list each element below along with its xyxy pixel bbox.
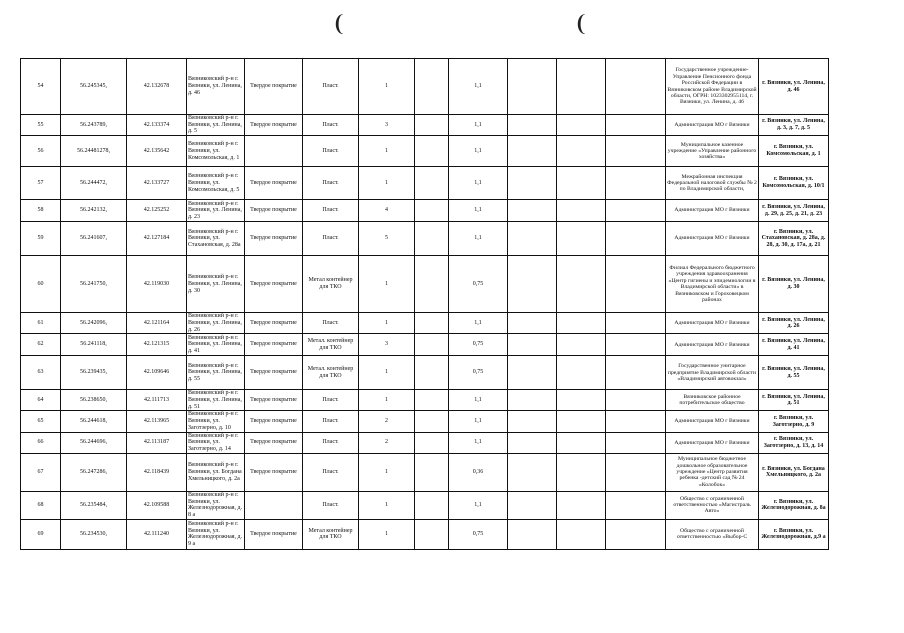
waste-source-cell: г. Вязники, ул. Железнодорожная, д. 8а xyxy=(759,491,829,519)
surface-cell: Твердое покрытие xyxy=(245,222,303,256)
row-number: 62 xyxy=(21,334,61,356)
left-hole-mark: ❨ xyxy=(332,12,346,37)
container-volume-cell: 0,75 xyxy=(449,334,508,356)
container-material-cell: Пласт. xyxy=(303,115,359,136)
empty-cell xyxy=(415,115,449,136)
surface-cell: Твердое покрытие xyxy=(245,313,303,334)
surface-cell: Твердое покрытие xyxy=(245,453,303,491)
longitude-cell: 42.135642 xyxy=(127,136,187,167)
owner-cell: Администрация МО г Вязники xyxy=(666,222,759,256)
container-material-cell: Пласт. xyxy=(303,222,359,256)
latitude-cell: 56.24481278, xyxy=(61,136,127,167)
empty-cell xyxy=(415,334,449,356)
empty-cell xyxy=(415,453,449,491)
empty-cell xyxy=(508,256,557,313)
surface-cell: Твердое покрытие xyxy=(245,115,303,136)
empty-cell xyxy=(415,200,449,222)
table-row xyxy=(21,390,829,411)
empty-cell xyxy=(508,59,557,115)
address-cell: Вязниковский р-н г. Вязники, ул. Заготзерно, д. 10 xyxy=(187,411,245,432)
row-number: 66 xyxy=(21,432,61,453)
container-count-cell: 3 xyxy=(359,334,415,356)
row-number: 55 xyxy=(21,115,61,136)
waste-source-cell: г. Вязники, ул. Ленина, д. 30 xyxy=(759,256,829,313)
row-number: 65 xyxy=(21,411,61,432)
container-count-cell: 1 xyxy=(359,519,415,549)
container-count-cell: 1 xyxy=(359,453,415,491)
latitude-cell: 56.245345, xyxy=(61,59,127,115)
owner-cell: Общество с ограниченной ответственностью «Магистраль Авто» xyxy=(666,491,759,519)
container-count-cell: 1 xyxy=(359,356,415,390)
table-row xyxy=(21,222,829,256)
waste-source-cell: г. Вязники, ул. Богдана Хмельницкого, д. 2а xyxy=(759,453,829,491)
owner-cell: Филиал Федерального бюджетного учреждения здравоохранения «Центр гигиены и эпидемиологии в Владимирской области» в Вязниковском и Гороховецком районах xyxy=(666,256,759,313)
owner-cell: Государственное унитарное предприятие Владимирской области «Владимирский автовокзал» xyxy=(666,356,759,390)
container-volume-cell: 1,1 xyxy=(449,167,508,200)
empty-cell xyxy=(415,491,449,519)
empty-cell xyxy=(508,222,557,256)
empty-cell xyxy=(557,115,606,136)
surface-cell: Твердое покрытие xyxy=(245,411,303,432)
address-cell: Вязниковский р-н г. Вязники, ул. Ленина, д. 41 xyxy=(187,334,245,356)
address-cell: Вязниковский р-н г. Вязники, ул. Железнодорожная, д. 8 а xyxy=(187,491,245,519)
empty-cell xyxy=(606,115,666,136)
empty-cell xyxy=(557,136,606,167)
container-count-cell: 1 xyxy=(359,167,415,200)
empty-cell xyxy=(415,356,449,390)
empty-cell xyxy=(557,432,606,453)
longitude-cell: 42.133727 xyxy=(127,167,187,200)
owner-cell: Государственное учреждение-Управление Пенсионного фонда Российской Федерации в Вязниковском районе Владимирской области, ОГРН: 1023302955114, г. Вязники, ул. Ленина, д. 46 xyxy=(666,59,759,115)
latitude-cell: 56.239435, xyxy=(61,356,127,390)
table-row xyxy=(21,334,829,356)
container-count-cell: 1 xyxy=(359,390,415,411)
empty-cell xyxy=(508,453,557,491)
longitude-cell: 42.125252 xyxy=(127,200,187,222)
address-cell: Вязниковский р-н г. Вязники, ул. Богдана Хмельницкого, д. 2а xyxy=(187,453,245,491)
empty-cell xyxy=(557,453,606,491)
waste-source-cell: г. Вязники, ул. Ленина, д. 46 xyxy=(759,59,829,115)
empty-cell xyxy=(557,59,606,115)
empty-cell xyxy=(557,200,606,222)
empty-cell xyxy=(606,313,666,334)
empty-cell xyxy=(606,356,666,390)
surface-cell: Твердое покрытие xyxy=(245,390,303,411)
empty-cell xyxy=(557,491,606,519)
row-number: 60 xyxy=(21,256,61,313)
container-count-cell: 2 xyxy=(359,432,415,453)
container-count-cell: 2 xyxy=(359,411,415,432)
empty-cell xyxy=(606,453,666,491)
address-cell: Вязниковский р-н г. Вязники, ул. Железнодорожная, д. 9 а xyxy=(187,519,245,549)
row-number: 69 xyxy=(21,519,61,549)
empty-cell xyxy=(606,200,666,222)
latitude-cell: 56.242132, xyxy=(61,200,127,222)
latitude-cell: 56.243789, xyxy=(61,115,127,136)
longitude-cell: 42.111240 xyxy=(127,519,187,549)
table-row xyxy=(21,491,829,519)
longitude-cell: 42.133374 xyxy=(127,115,187,136)
table-row xyxy=(21,356,829,390)
waste-source-cell: г. Вязники, ул. Заготзерно, д. 9 xyxy=(759,411,829,432)
container-volume-cell: 1,1 xyxy=(449,411,508,432)
waste-source-cell: г. Вязники, ул. Ленина, д. 51 xyxy=(759,390,829,411)
empty-cell xyxy=(508,432,557,453)
row-number: 57 xyxy=(21,167,61,200)
empty-cell xyxy=(606,59,666,115)
container-material-cell: Метал. контейнер для ТКО xyxy=(303,356,359,390)
container-count-cell: 1 xyxy=(359,256,415,313)
address-cell: Вязниковский р-н г. Вязники, ул. Ленина, д. 23 xyxy=(187,200,245,222)
container-material-cell: Пласт. xyxy=(303,167,359,200)
owner-cell: Администрация МО г Вязники xyxy=(666,313,759,334)
container-count-cell: 1 xyxy=(359,136,415,167)
longitude-cell: 42.119030 xyxy=(127,256,187,313)
address-cell: Вязниковский р-н г. Вязники, ул. Ленина, д. 26 xyxy=(187,313,245,334)
address-cell: Вязниковский р-н г. Вязники, ул. Комсомольская, д. 1 xyxy=(187,136,245,167)
empty-cell xyxy=(415,411,449,432)
waste-source-cell: г. Вязники, ул. Ленина, д. 26 xyxy=(759,313,829,334)
container-volume-cell: 1,1 xyxy=(449,432,508,453)
row-number: 61 xyxy=(21,313,61,334)
empty-cell xyxy=(415,59,449,115)
owner-cell: Администрация МО г Вязники xyxy=(666,432,759,453)
empty-cell xyxy=(557,222,606,256)
surface-cell: Твердое покрытие xyxy=(245,519,303,549)
address-cell: Вязниковский р-н г. Вязники, ул. Ленина, д. 30 xyxy=(187,256,245,313)
latitude-cell: 56.244618, xyxy=(61,411,127,432)
surface-cell: Твердое покрытие xyxy=(245,432,303,453)
surface-cell: Твердое покрытие xyxy=(245,200,303,222)
address-cell: Вязниковский р-н г. Вязники, ул. Стахановская, д. 28а xyxy=(187,222,245,256)
table-row xyxy=(21,453,829,491)
address-cell: Вязниковский р-н г. Вязники, ул. Ленина, д. 55 xyxy=(187,356,245,390)
table-row xyxy=(21,200,829,222)
empty-cell xyxy=(508,519,557,549)
empty-cell xyxy=(415,432,449,453)
empty-cell xyxy=(557,356,606,390)
owner-cell: Общество с ограниченной ответственностью «Выбор-С xyxy=(666,519,759,549)
empty-cell xyxy=(557,167,606,200)
owner-cell: Муниципальное казенное учреждение «Управление районного хозяйства» xyxy=(666,136,759,167)
surface-cell xyxy=(245,491,303,519)
row-number: 58 xyxy=(21,200,61,222)
table-row xyxy=(21,313,829,334)
surface-cell: Твердое покрытие xyxy=(245,59,303,115)
container-volume-cell: 1,1 xyxy=(449,491,508,519)
latitude-cell: 56.241607, xyxy=(61,222,127,256)
owner-cell: Муниципальное бюджетное дошкольное образовательное учреждение «Центр развития ребенка -детский сад № 24 «Колобок» xyxy=(666,453,759,491)
waste-source-cell: г. Вязники, ул. Ленина, д. 41 xyxy=(759,334,829,356)
row-number: 56 xyxy=(21,136,61,167)
waste-sites-table xyxy=(20,58,829,550)
empty-cell xyxy=(606,334,666,356)
empty-cell xyxy=(508,356,557,390)
owner-cell: Межрайонная инспекция Федеральной налоговой службы № 2 по Владимирской области, xyxy=(666,167,759,200)
empty-cell xyxy=(606,256,666,313)
empty-cell xyxy=(557,390,606,411)
latitude-cell: 56.244696, xyxy=(61,432,127,453)
address-cell: Вязниковский р-н г. Вязники, ул. Ленина, д. 51 xyxy=(187,390,245,411)
empty-cell xyxy=(508,167,557,200)
empty-cell xyxy=(508,115,557,136)
address-cell: Вязниковский р-н г. Вязники, ул. Ленина, д. 5 xyxy=(187,115,245,136)
container-volume-cell: 0,75 xyxy=(449,519,508,549)
table-row xyxy=(21,115,829,136)
empty-cell xyxy=(508,334,557,356)
row-number: 59 xyxy=(21,222,61,256)
container-material-cell: Пласт. xyxy=(303,313,359,334)
empty-cell xyxy=(415,222,449,256)
longitude-cell: 42.113965 xyxy=(127,411,187,432)
empty-cell xyxy=(606,222,666,256)
container-volume-cell: 1,1 xyxy=(449,59,508,115)
container-volume-cell: 0,36 xyxy=(449,453,508,491)
container-material-cell: Пласт. xyxy=(303,432,359,453)
empty-cell xyxy=(508,200,557,222)
table-row xyxy=(21,432,829,453)
latitude-cell: 56.238650, xyxy=(61,390,127,411)
latitude-cell: 56.241118, xyxy=(61,334,127,356)
container-material-cell: Метал контейнер для ТКО xyxy=(303,256,359,313)
waste-source-cell: г. Вязники, ул. Ленина, д. 55 xyxy=(759,356,829,390)
empty-cell xyxy=(606,411,666,432)
container-volume-cell: 1,1 xyxy=(449,136,508,167)
waste-source-cell: г. Вязники, ул. Стахановская, д. 28а, д. 28, д. 30, д. 17а, д. 21 xyxy=(759,222,829,256)
empty-cell xyxy=(415,167,449,200)
empty-cell xyxy=(508,136,557,167)
latitude-cell: 56.244472, xyxy=(61,167,127,200)
empty-cell xyxy=(508,411,557,432)
surface-cell: Твердое покрытие xyxy=(245,256,303,313)
latitude-cell: 56.247286, xyxy=(61,453,127,491)
table-row xyxy=(21,59,829,115)
container-volume-cell: 0,75 xyxy=(449,356,508,390)
container-count-cell: 5 xyxy=(359,222,415,256)
container-volume-cell: 1,1 xyxy=(449,200,508,222)
table-row xyxy=(21,519,829,549)
container-material-cell: Пласт. xyxy=(303,491,359,519)
table-row xyxy=(21,167,829,200)
waste-source-cell: г. Вязники, ул. Ленина, д. 3, д. 7, д. 5 xyxy=(759,115,829,136)
address-cell: Вязниковский р-н г. Вязники, ул. Заготзерно, д. 14 xyxy=(187,432,245,453)
latitude-cell: 56.234530, xyxy=(61,519,127,549)
row-number: 63 xyxy=(21,356,61,390)
longitude-cell: 42.132678 xyxy=(127,59,187,115)
surface-cell xyxy=(245,136,303,167)
latitude-cell: 56.242096, xyxy=(61,313,127,334)
table-row xyxy=(21,136,829,167)
container-material-cell: Пласт. xyxy=(303,59,359,115)
container-material-cell: Пласт. xyxy=(303,136,359,167)
empty-cell xyxy=(508,313,557,334)
empty-cell xyxy=(606,491,666,519)
longitude-cell: 42.127184 xyxy=(127,222,187,256)
longitude-cell: 42.121315 xyxy=(127,334,187,356)
empty-cell xyxy=(606,167,666,200)
empty-cell xyxy=(508,491,557,519)
waste-source-cell: г. Вязники, ул. Заготзерно, д. 13, д. 14 xyxy=(759,432,829,453)
owner-cell: Вязниковское районное потребительское общество xyxy=(666,390,759,411)
owner-cell: Администрация МО г Вязники xyxy=(666,115,759,136)
empty-cell xyxy=(415,256,449,313)
container-count-cell: 1 xyxy=(359,59,415,115)
container-count-cell: 4 xyxy=(359,200,415,222)
row-number: 64 xyxy=(21,390,61,411)
container-volume-cell: 1,1 xyxy=(449,222,508,256)
empty-cell xyxy=(415,519,449,549)
row-number: 68 xyxy=(21,491,61,519)
longitude-cell: 42.111713 xyxy=(127,390,187,411)
surface-cell: Твердое покрытие xyxy=(245,334,303,356)
longitude-cell: 42.109646 xyxy=(127,356,187,390)
waste-source-cell: г. Вязники, ул. Железнодорожная, д.9 а xyxy=(759,519,829,549)
empty-cell xyxy=(606,136,666,167)
empty-cell xyxy=(557,313,606,334)
row-number: 67 xyxy=(21,453,61,491)
waste-source-cell: г. Вязники, ул. Ленина, д. 29, д. 25, д. 21, д. 23 xyxy=(759,200,829,222)
empty-cell xyxy=(606,432,666,453)
container-volume-cell: 1,1 xyxy=(449,313,508,334)
container-count-cell: 1 xyxy=(359,313,415,334)
container-material-cell: Метал. контейнер для ТКО xyxy=(303,334,359,356)
latitude-cell: 56.235484, xyxy=(61,491,127,519)
waste-source-cell: г. Вязники, ул. Комсомольская, д. 1 xyxy=(759,136,829,167)
container-count-cell: 3 xyxy=(359,115,415,136)
empty-cell xyxy=(508,390,557,411)
container-volume-cell: 1,1 xyxy=(449,390,508,411)
container-material-cell: Метал контейнер для ТКО xyxy=(303,519,359,549)
longitude-cell: 42.109588 xyxy=(127,491,187,519)
empty-cell xyxy=(415,313,449,334)
surface-cell: Твердое покрытие xyxy=(245,356,303,390)
empty-cell xyxy=(557,519,606,549)
table-row xyxy=(21,256,829,313)
empty-cell xyxy=(415,390,449,411)
empty-cell xyxy=(606,390,666,411)
owner-cell: Администрация МО г Вязники xyxy=(666,200,759,222)
longitude-cell: 42.121164 xyxy=(127,313,187,334)
empty-cell xyxy=(415,136,449,167)
container-volume-cell: 1,1 xyxy=(449,115,508,136)
empty-cell xyxy=(557,411,606,432)
empty-cell xyxy=(557,256,606,313)
table-body xyxy=(21,59,829,550)
container-material-cell: Пласт. xyxy=(303,200,359,222)
waste-source-cell: г. Вязники, ул. Комсомольская, д. 10/1 xyxy=(759,167,829,200)
container-material-cell: Пласт. xyxy=(303,390,359,411)
address-cell: Вязниковский р-н г. Вязники, ул. Ленина, д. 46 xyxy=(187,59,245,115)
longitude-cell: 42.118439 xyxy=(127,453,187,491)
container-material-cell: Пласт. xyxy=(303,453,359,491)
row-number: 54 xyxy=(21,59,61,115)
right-hole-mark: ❨ xyxy=(574,12,588,37)
owner-cell: Администрация МО г Вязники xyxy=(666,334,759,356)
container-count-cell: 1 xyxy=(359,491,415,519)
latitude-cell: 56.241750, xyxy=(61,256,127,313)
surface-cell: Твердое покрытие xyxy=(245,167,303,200)
address-cell: Вязниковский р-н г. Вязники, ул. Комсомольская, д. 5 xyxy=(187,167,245,200)
container-volume-cell: 0,75 xyxy=(449,256,508,313)
longitude-cell: 42.113187 xyxy=(127,432,187,453)
container-material-cell: Пласт. xyxy=(303,411,359,432)
owner-cell: Администрация МО г Вязники xyxy=(666,411,759,432)
table-row xyxy=(21,411,829,432)
empty-cell xyxy=(557,334,606,356)
empty-cell xyxy=(606,519,666,549)
